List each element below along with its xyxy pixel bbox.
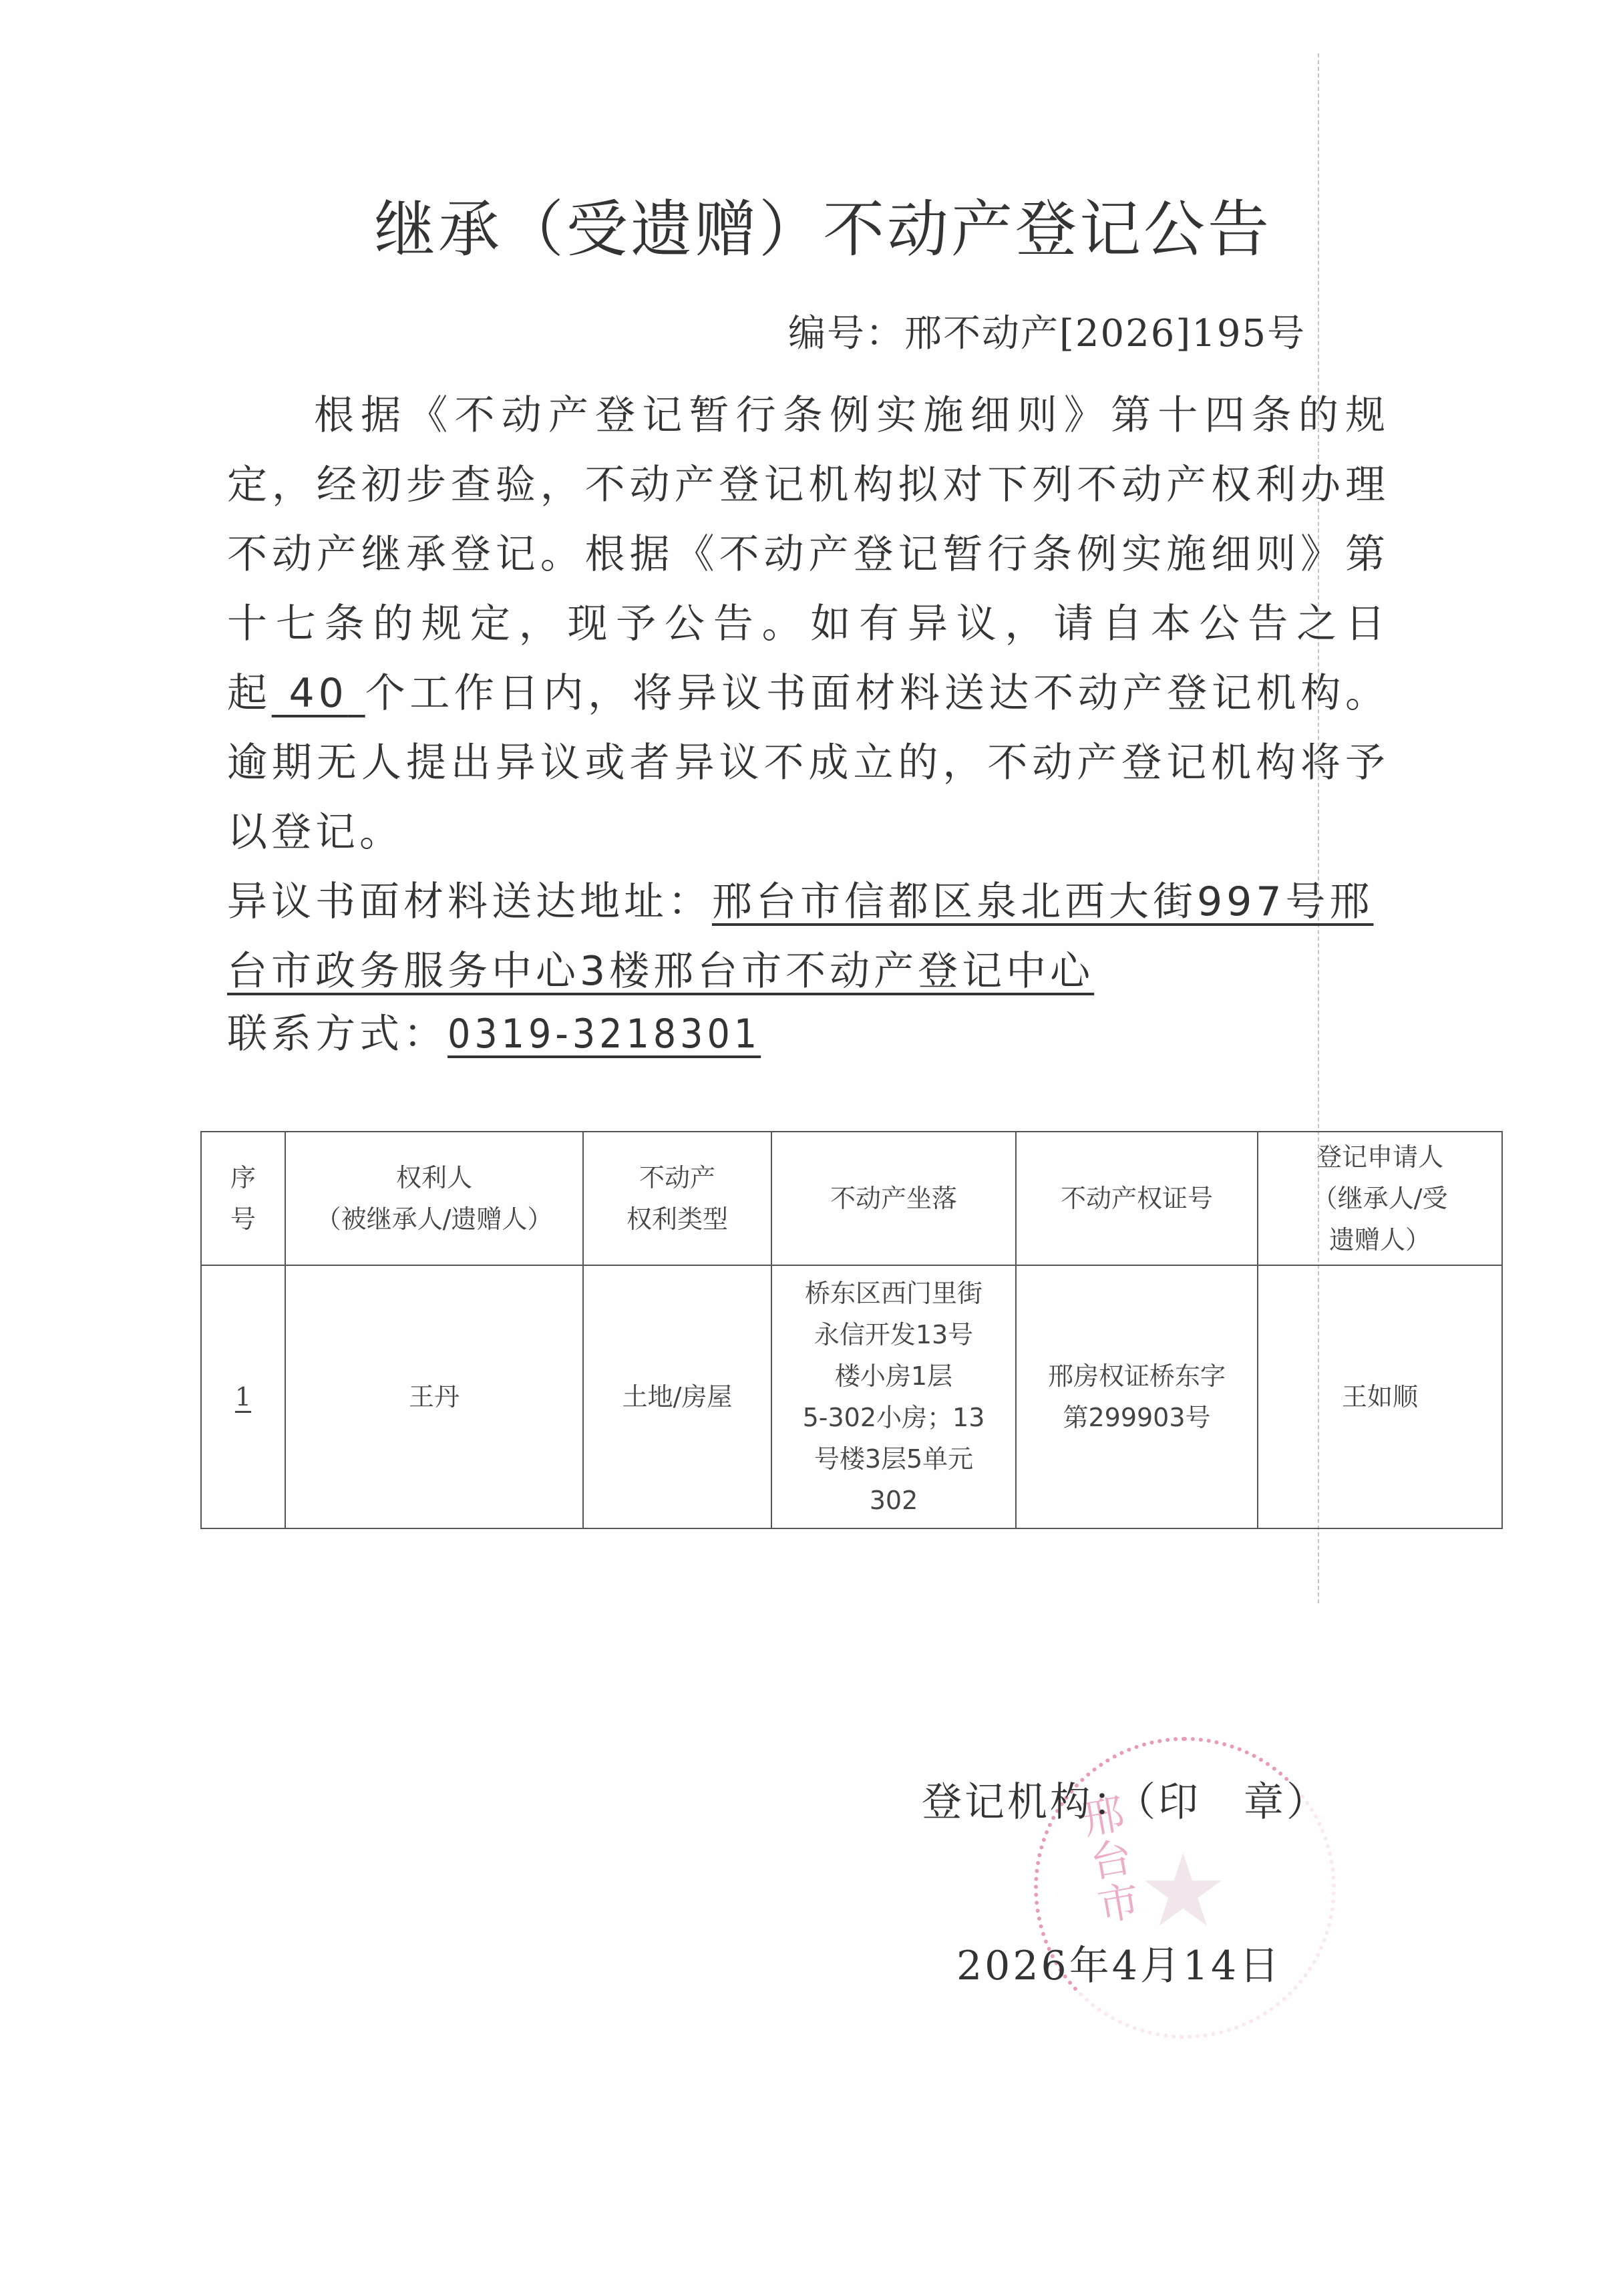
table-row — [201, 1265, 1502, 1528]
cell-owner: 王丹 — [285, 1265, 583, 1528]
objection-days: 40 — [289, 670, 348, 717]
table-header-row — [201, 1132, 1502, 1265]
contact-info — [227, 1002, 761, 1059]
page-title: 继承（受遗赠）不动产登记公告 — [374, 194, 1272, 265]
contact-phone: 0319-3218301 — [448, 1011, 761, 1057]
header-owner: 权利人 （被继承人/遗赠人） — [285, 1132, 583, 1265]
document-number-label: 编号： — [788, 312, 904, 355]
cell-right-type: 土地/房屋 — [583, 1265, 771, 1528]
header-location: 不动产坐落 — [771, 1132, 1016, 1265]
cell-certificate: 邢房权证桥东字 第299903号 — [1016, 1265, 1258, 1528]
header-certificate: 不动产权证号 — [1016, 1132, 1258, 1265]
document-number-value: 邢不动产[2026]195号 — [904, 312, 1306, 355]
header-applicant: 登记申请人 （继承人/受 遗赠人） — [1258, 1132, 1502, 1265]
notice-date: 2026年4月14日 — [956, 1943, 1282, 1989]
seal-text: 邢台市 — [1072, 1791, 1143, 1930]
header-right-type: 不动产 权利类型 — [583, 1132, 771, 1265]
document-number — [788, 304, 1306, 357]
notice-paragraph — [227, 381, 1389, 867]
notice-body — [227, 381, 1389, 1006]
contact-label: 联系方式： — [227, 1011, 448, 1057]
seal-star-icon: ★ — [1138, 1833, 1228, 1949]
header-seq: 序 号 — [201, 1132, 285, 1265]
notice-after-days-text: 个工作日内，将异议书面材料送达不动产登记机构。逾期无人提出异议或者异议不成立的，不动产登记机构将予以登记。 — [227, 670, 1390, 856]
registration-agency-seal-label: 登记机构：（印 章） — [922, 1779, 1329, 1826]
objection-address — [227, 867, 1389, 1006]
objection-address-value: 邢台市信都区泉北西大街997号邢台市政务服务中心3楼邢台市不动产登记中心 — [227, 878, 1374, 995]
objection-address-label: 异议书面材料送达地址： — [227, 878, 712, 925]
notice-intro-text: 根据《不动产登记暂行条例实施细则》第十四条的规定，经初步查验，不动产登记机构拟对下列不动产权利办理不动产继承登记。根据《不动产登记暂行条例实施细则》第十七条的规定，现予公告。如有异议，请自本公告之日起 — [227, 392, 1389, 717]
cell-seq: 1 — [201, 1265, 285, 1528]
cell-applicant: 王如顺 — [1258, 1265, 1502, 1528]
cell-location: 桥东区西门里街 永信开发13号 楼小房1层 5-302小房；13 号楼3层5单元 302 — [771, 1265, 1016, 1528]
registration-table — [200, 1131, 1503, 1529]
